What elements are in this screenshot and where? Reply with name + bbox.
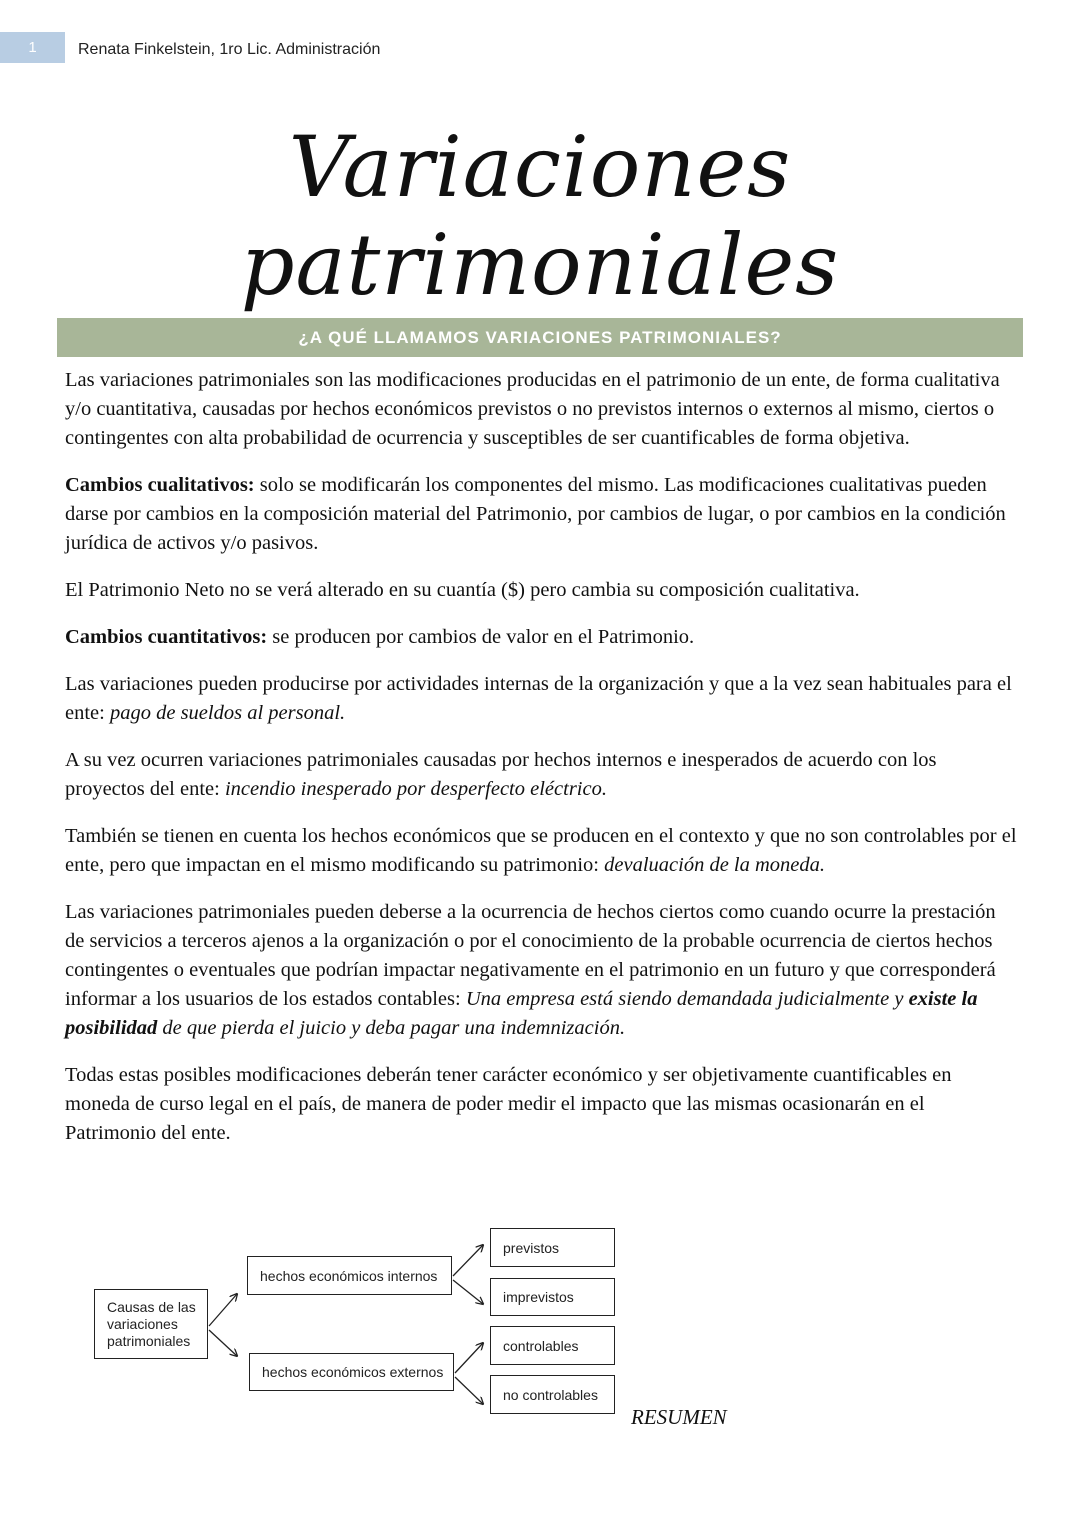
text: A su vez ocurren variaciones patrimoniales causadas por hechos internos e inesperados de acuerdo con los proyectos del ente: <box>65 749 937 800</box>
page-title: Variaciones patrimoniales <box>240 118 840 314</box>
paragraph-unexpected-events <box>65 746 1017 804</box>
paragraph-definition: Las variaciones patrimoniales son las modificaciones producidas en el patrimonio de un ente, de forma cualitativa y/o cuantitativa, causadas por hechos económicos previstos o no previstos internos o externos al mismo, ciertos o contingentes con alta probabilidad de ocurrencia y susceptibles de ser cuantificables de forma objetiva. <box>65 369 1000 449</box>
text: se producen por cambios de valor en el Patrimonio. <box>267 626 695 648</box>
term-cambios-cuantitativos: Cambios cuantitativos: <box>65 626 268 648</box>
paragraph-patrimonio-neto: El Patrimonio Neto no se verá alterado en su cuantía ($) pero cambia su composición cualitativa. <box>65 579 860 601</box>
example: de que pierda el juicio y deba pagar una indemnización. <box>157 1017 626 1039</box>
example: devaluación de la moneda. <box>604 854 826 876</box>
text: También se tienen en cuenta los hechos económicos que se producen en el contexto y que no son controlables por el ente, pero que impactan en el mismo modificando su patrimonio: <box>65 825 1017 876</box>
text: Las variaciones patrimoniales pueden deberse a la ocurrencia de hechos ciertos como cuando ocurre la prestación de servicios a terceros ajenos a la organización o por el conocimiento de la probable ocurrencia de ciertos hechos contingentes o eventuales que podrían impactar negativamente en el patrimonio en un futuro y que corresponderá informar a los usuarios de los estados contables: <box>65 901 996 1010</box>
text: solo se modificarán los componentes del mismo. Las modificaciones cualitativas pueden darse por cambios en la composición material del Patrimonio, por cambios de lugar, o por cambios en la condición jurídica de activos y/o pasivos. <box>65 474 1006 554</box>
paragraph-quantifiable: Todas estas posibles modificaciones deberán tener carácter económico y ser objetivamente cuantificables en moneda de curso legal en el país, de manera de poder medir el impacto que las mismas ocasionarán en el Patrimonio del ente. <box>65 1064 952 1144</box>
term-cambios-cualitativos: Cambios cualitativos: <box>65 474 255 496</box>
node-internal: hechos económicos internos <box>247 1256 452 1295</box>
example: pago de sueldos al personal. <box>109 702 346 724</box>
example: incendio inesperado por desperfecto eléctrico. <box>224 778 607 800</box>
page-number: 1 <box>0 32 65 63</box>
paragraph-context-events <box>65 822 1017 880</box>
node-root: Causas de las variaciones patrimoniales <box>94 1289 208 1359</box>
example: Una empresa está siendo demandada judicialmente y <box>465 988 909 1010</box>
paragraph-cambios-cualitativos <box>65 471 1017 558</box>
section-heading: ¿A QUÉ LLAMAMOS VARIACIONES PATRIMONIALES? <box>57 318 1023 357</box>
diagram-caption: RESUMEN <box>631 1405 727 1429</box>
node-imprevistos: imprevistos <box>490 1278 615 1316</box>
text: Las variaciones pueden producirse por actividades internas de la organización y que a la vez sean habituales para el ente: <box>65 673 1012 724</box>
node-controlables: controlables <box>490 1326 615 1365</box>
author-header: Renata Finkelstein, 1ro Lic. Administración <box>78 41 381 58</box>
node-external: hechos económicos externos <box>249 1353 454 1391</box>
paragraph-internal-activities <box>65 670 1017 728</box>
paragraph-contingent-events <box>65 898 1017 1043</box>
body-text <box>65 366 1017 1166</box>
node-previstos: previstos <box>490 1228 615 1267</box>
example-emphasis: existe la posibilidad <box>65 988 978 1039</box>
paragraph-cambios-cuantitativos <box>65 623 1017 652</box>
node-no-controlables: no controlables <box>490 1375 615 1414</box>
